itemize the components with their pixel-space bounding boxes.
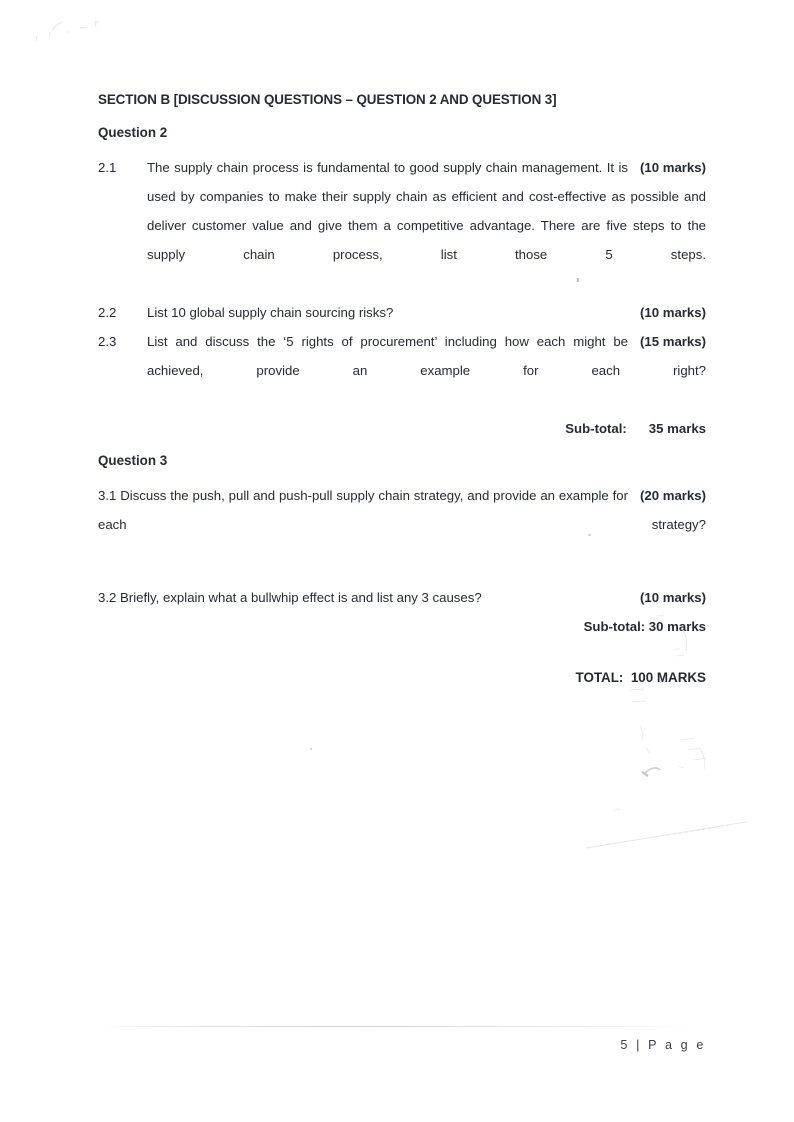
marks-3-1: (20 marks) [640, 488, 706, 503]
question-number-2-1: 2.1 [98, 160, 117, 175]
scan-artifact-dot-secondary [310, 748, 312, 750]
question-3-heading: Question 3 [98, 453, 168, 468]
question-2-subtotal-label: Sub-total: [565, 421, 627, 436]
marks-2-3: (15 marks) [640, 334, 706, 349]
marks-2-1: (10 marks) [640, 160, 706, 175]
question-item-2-3 [98, 327, 706, 414]
spacer [98, 443, 706, 453]
scan-artifact-pencil-marks [30, 10, 110, 46]
footer-page-number: 5 [620, 1038, 631, 1052]
question-2-heading: Question 2 [98, 125, 168, 140]
question-text-2-3 [147, 327, 706, 414]
section-heading: SECTION B [DISCUSSION QUESTIONS – QUESTION 2 AND QUESTION 3] [98, 92, 557, 107]
question-text-3-2 [98, 590, 706, 605]
question-text-2-2 [147, 298, 706, 327]
footer-separator: | [636, 1038, 642, 1052]
question-number-3-1: 3.1 [98, 488, 117, 503]
page-content [98, 92, 706, 692]
spacer [98, 568, 706, 583]
question-body-2-3: List and discuss the ‘5 rights of procurement’ including how each might be achieved, provide an example for each right? [147, 334, 706, 378]
question-number-3-2: 3.2 [98, 590, 117, 605]
question-text-2-1 [147, 153, 706, 298]
question-body-3-1: Discuss the push, pull and push-pull supply chain strategy, and provide an example for each strategy? [98, 488, 706, 532]
question-item-3-2 [98, 583, 706, 612]
spacer [98, 641, 706, 663]
page-footer [620, 1038, 706, 1052]
question-number-2-2: 2.2 [98, 305, 117, 320]
question-body-2-1: The supply chain process is fundamental to good supply chain management. It is used by companies to make their supply chain as efficient and cost-effective as possible and deliver customer value and give them a competitive advantage. There are five steps to the supply chain process, list those 5 steps. [147, 160, 706, 262]
question-2-subtotal [98, 414, 706, 443]
question-item-3-1 [98, 481, 706, 568]
question-3-subtotal: Sub-total: 30 marks [583, 619, 706, 634]
marks-3-2: (10 marks) [640, 590, 706, 605]
scan-artifact-horizontal-line [95, 1026, 705, 1027]
total-value: 100 MARKS [630, 670, 706, 685]
question-body-2-2: List 10 global supply chain sourcing risks? [147, 305, 394, 320]
question-body-3-2: Briefly, explain what a bullwhip effect is and list any 3 causes? [120, 590, 482, 605]
footer-label: P a g e [648, 1038, 706, 1052]
total-marks-row [98, 663, 706, 692]
question-item-2-2 [98, 298, 706, 327]
question-2-subtotal-value: 35 marks [648, 421, 706, 436]
total-label: TOTAL: [575, 670, 624, 685]
marks-2-2: (10 marks) [640, 305, 706, 320]
question-text-3-1 [98, 488, 706, 561]
question-number-2-3: 2.3 [98, 334, 117, 349]
question-item-2-1 [98, 153, 706, 298]
